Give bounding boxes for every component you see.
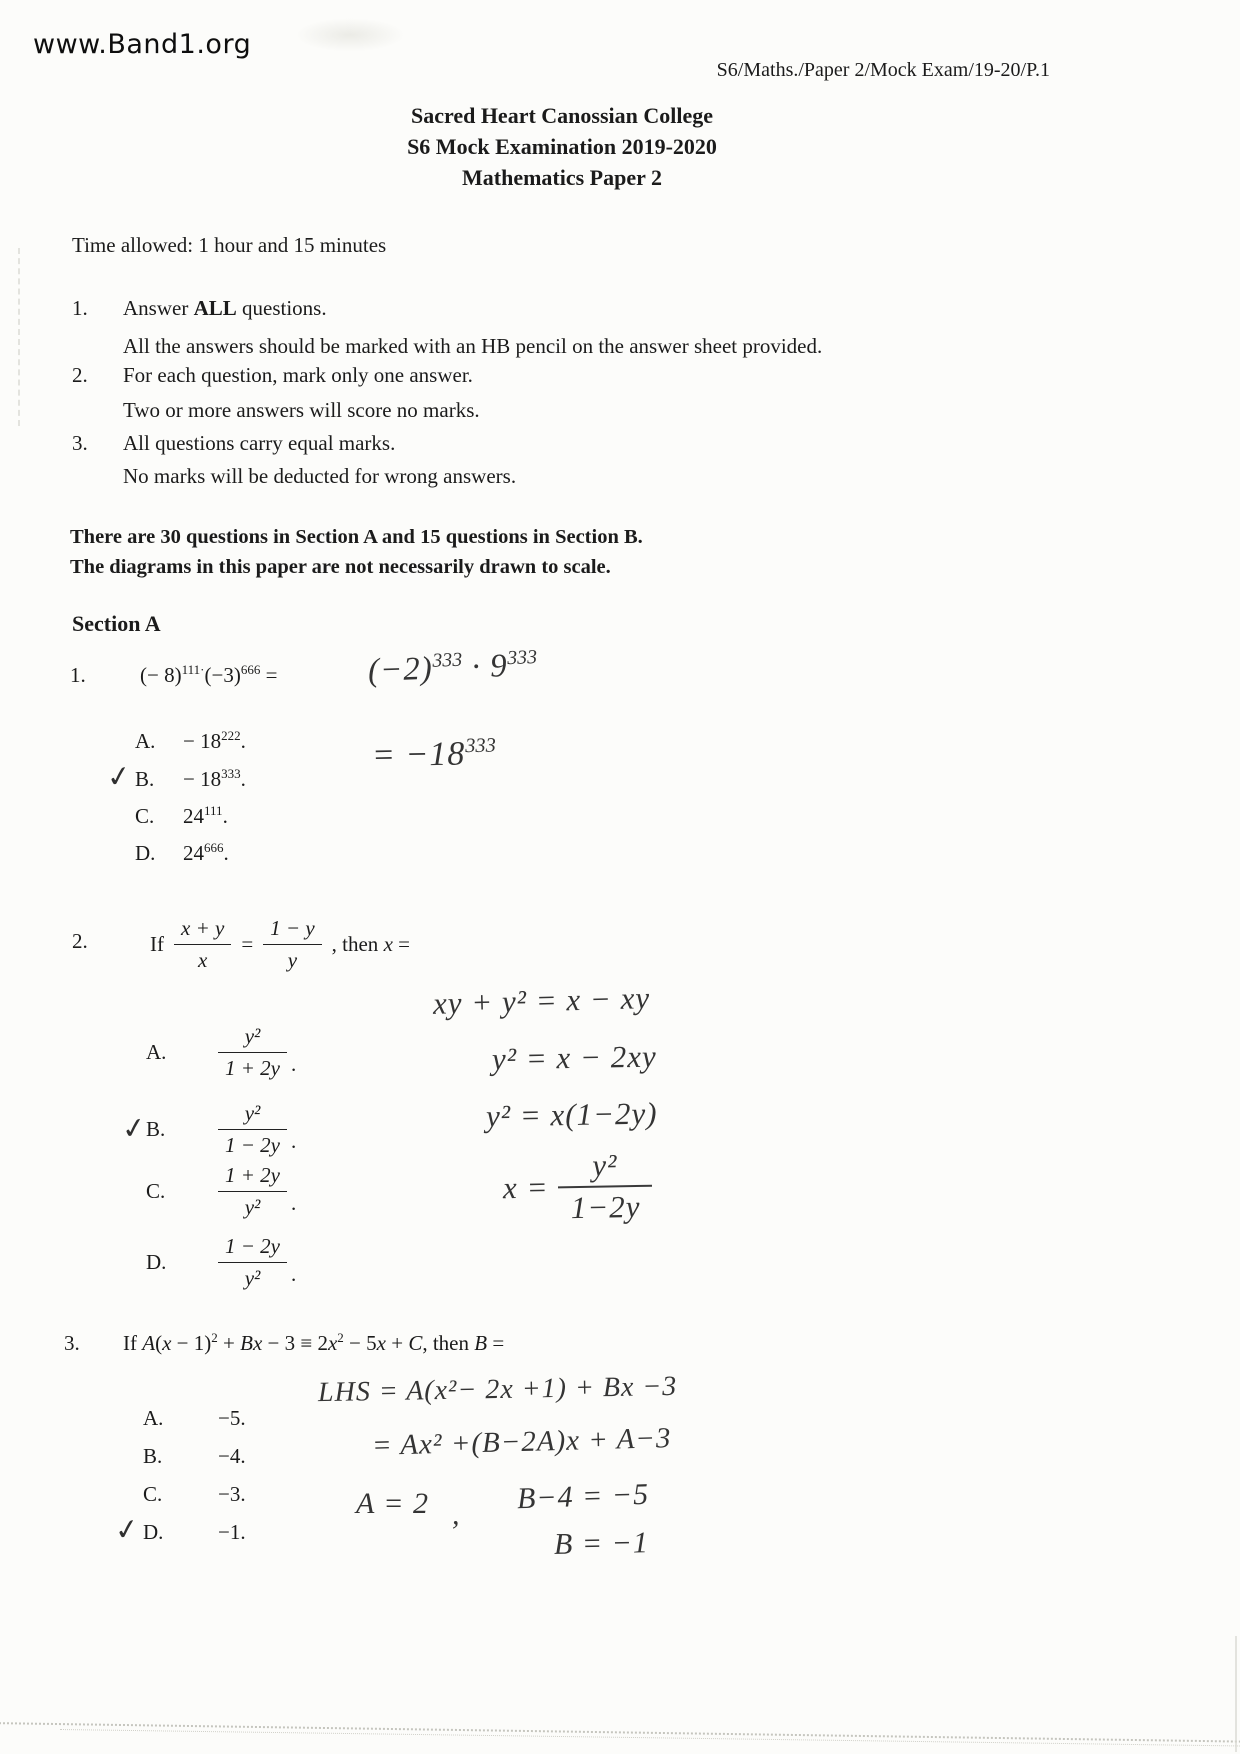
instruction-2-line-2: Two or more answers will score no marks. (123, 398, 480, 422)
exam-name: S6 Mock Examination 2019-2020 (407, 134, 717, 159)
scan-edge-artifact (18, 248, 20, 426)
option-period: . (291, 1129, 297, 1153)
q3-handwritten-work-line-2: = Ax² +(B−2A)x + A−3 (371, 1422, 672, 1462)
option-value: −3. (218, 1482, 246, 1506)
option-label: C. (143, 1482, 163, 1506)
q3-handwritten-work-b-value: B = −1 (553, 1526, 650, 1561)
option-label: B. (146, 1117, 166, 1141)
time-allowed: Time allowed: 1 hour and 15 minutes (72, 233, 387, 257)
instruction-3-line-1: All questions carry equal marks. (123, 431, 396, 455)
option-label: C. (146, 1179, 166, 1203)
fraction-numerator: 1 − 2y (225, 1234, 280, 1258)
answer-checkmark (107, 746, 135, 750)
school-name: Sacred Heart Canossian College (410, 103, 714, 128)
option-value: $24^{111}$. (183, 803, 228, 828)
q2-work-x-equals: x = (502, 1169, 549, 1206)
q3-handwritten-comma: , (452, 1498, 461, 1531)
fraction-numerator: 1 + 2y (225, 1163, 280, 1187)
q1-option-b (104, 759, 246, 795)
answer-checkmark (107, 821, 135, 825)
option-label: D. (135, 841, 156, 865)
option-value: − $18^{333}$. (183, 766, 246, 791)
instruction-1-pre: Answer (123, 296, 194, 320)
q3-option-b (115, 1444, 246, 1469)
q1-option-c (107, 804, 228, 829)
q3-handwritten-work-b-equation: B−4 = −5 (516, 1477, 650, 1516)
instruction-2-number: 2. (72, 363, 88, 387)
q1-stem: (− $8)^{111\cdot}(-3)^{666}$ = (140, 662, 278, 687)
option-value: −4. (218, 1444, 246, 1468)
answer-checkmark (115, 1423, 143, 1427)
option-label: B. (135, 767, 155, 791)
option-label: D. (146, 1250, 167, 1274)
watermark-url: www.Band1.org (33, 29, 252, 60)
answer-checkmark: ✓ (104, 759, 134, 795)
fraction-denominator: 1 − 2y (218, 1129, 287, 1158)
q1-option-a (107, 729, 246, 754)
option-value: − $18^{222}$. (183, 728, 246, 753)
q2-stem-tail: , then x = (331, 932, 410, 956)
fraction-denominator: 1 + 2y (218, 1052, 287, 1081)
answer-checkmark (115, 1461, 143, 1465)
fraction-numerator: y² (244, 1101, 261, 1125)
fraction-numerator: y² (244, 1024, 261, 1048)
answer-checkmark (122, 1051, 146, 1054)
fraction-denominator: y² (218, 1191, 287, 1220)
q2-option-a (122, 1024, 296, 1081)
q1-option-d (107, 841, 229, 866)
instruction-3-number: 3. (72, 431, 88, 455)
title-block (0, 100, 1124, 193)
fraction-numerator: y² (592, 1147, 618, 1183)
q3-option-a (115, 1406, 246, 1431)
q2-handwritten-work-line-1: xy + y² = x − xy (432, 980, 651, 1021)
option-label: D. (143, 1520, 164, 1544)
notice-line-2: The diagrams in this paper are not necessarily drawn to scale. (70, 556, 611, 578)
doc-code: S6/Maths./Paper 2/Mock Exam/19-20/P.1 (716, 59, 1050, 81)
q2-handwritten-work-line-3: y² = x(1−2y) (485, 1095, 658, 1134)
answer-checkmark (107, 858, 135, 862)
q2-number: 2. (72, 929, 88, 953)
option-period: . (291, 1262, 297, 1286)
q2-option-d (122, 1234, 296, 1291)
fraction-denominator: x (174, 944, 231, 973)
notice-line-1: There are 30 questions in Section A and 15 questions in Section B. (70, 526, 643, 548)
answer-checkmark (115, 1499, 143, 1503)
option-fraction (218, 1024, 287, 1081)
section-a-heading: Section A (72, 611, 161, 636)
option-fraction (218, 1234, 287, 1291)
option-value: $24^{666}$. (183, 840, 229, 865)
option-value: −5. (218, 1406, 246, 1430)
scan-right-edge-artifact (1235, 1636, 1237, 1752)
option-label: A. (143, 1406, 164, 1430)
handwritten-fraction (558, 1147, 653, 1227)
fraction-denominator: 1−2y (558, 1185, 652, 1227)
option-period: . (291, 1191, 297, 1215)
fraction-numerator: 1 − y (270, 916, 315, 940)
instruction-1-line-1 (123, 296, 327, 321)
q3-handwritten-work-line-1: LHS = A(x²− 2x +1) + Bx −3 (317, 1370, 678, 1409)
q2-option-b (119, 1101, 297, 1158)
option-label: A. (146, 1040, 167, 1064)
q3-handwritten-work-a-value: A = 2 (356, 1487, 430, 1520)
instruction-1-number: 1. (72, 296, 88, 320)
option-fraction (218, 1101, 287, 1158)
q2-stem (150, 916, 410, 973)
scan-bottom-noise-line (0, 1722, 1240, 1743)
instruction-1-line-2: All the answers should be marked with an HB pencil on the answer sheet provided. (123, 334, 823, 358)
q1-handwritten-work-line-1: $(-2)^{333} \cdot 9^{333}$ (367, 646, 538, 689)
q1-number: 1. (70, 663, 86, 687)
scan-smudge (295, 18, 405, 52)
fraction-denominator: y² (218, 1262, 287, 1291)
answer-checkmark (122, 1190, 146, 1193)
instruction-3-line-2: No marks will be deducted for wrong answers. (123, 464, 517, 488)
option-period: . (291, 1052, 297, 1076)
option-value: −1. (218, 1520, 246, 1544)
instruction-1-post: questions. (236, 296, 327, 320)
q2-stem-fraction-left (174, 916, 231, 973)
fraction-denominator: y (263, 944, 322, 973)
q2-stem-fraction-right (263, 916, 322, 973)
answer-checkmark: ✓ (119, 1111, 149, 1147)
q3-option-d (112, 1512, 246, 1548)
q2-handwritten-work-line-4 (502, 1147, 652, 1228)
q1-handwritten-work-line-2: = $-18^{333}$ (371, 734, 497, 775)
option-fraction (218, 1163, 287, 1220)
q2-stem-equals: = (241, 932, 254, 956)
option-label: B. (143, 1444, 163, 1468)
instruction-2-line-1: For each question, mark only one answer. (123, 363, 473, 387)
fraction-numerator: x + y (181, 916, 225, 940)
q2-stem-if: If (150, 932, 164, 956)
instruction-1-bold: ALL (193, 296, 237, 320)
q3-option-c (115, 1482, 246, 1507)
option-label: A. (135, 729, 156, 753)
paper-name: Mathematics Paper 2 (462, 165, 662, 190)
q3-stem: If $A(x - 1)^2 + Bx - 3 \equiv 2x^2 - 5x + C$, then B = (123, 1330, 505, 1355)
q2-option-c (122, 1163, 296, 1220)
q2-handwritten-work-line-2: y² = x − 2xy (491, 1038, 657, 1077)
q3-number: 3. (64, 1331, 80, 1355)
option-label: C. (135, 804, 155, 828)
answer-checkmark (122, 1261, 146, 1264)
answer-checkmark: ✓ (112, 1512, 142, 1548)
